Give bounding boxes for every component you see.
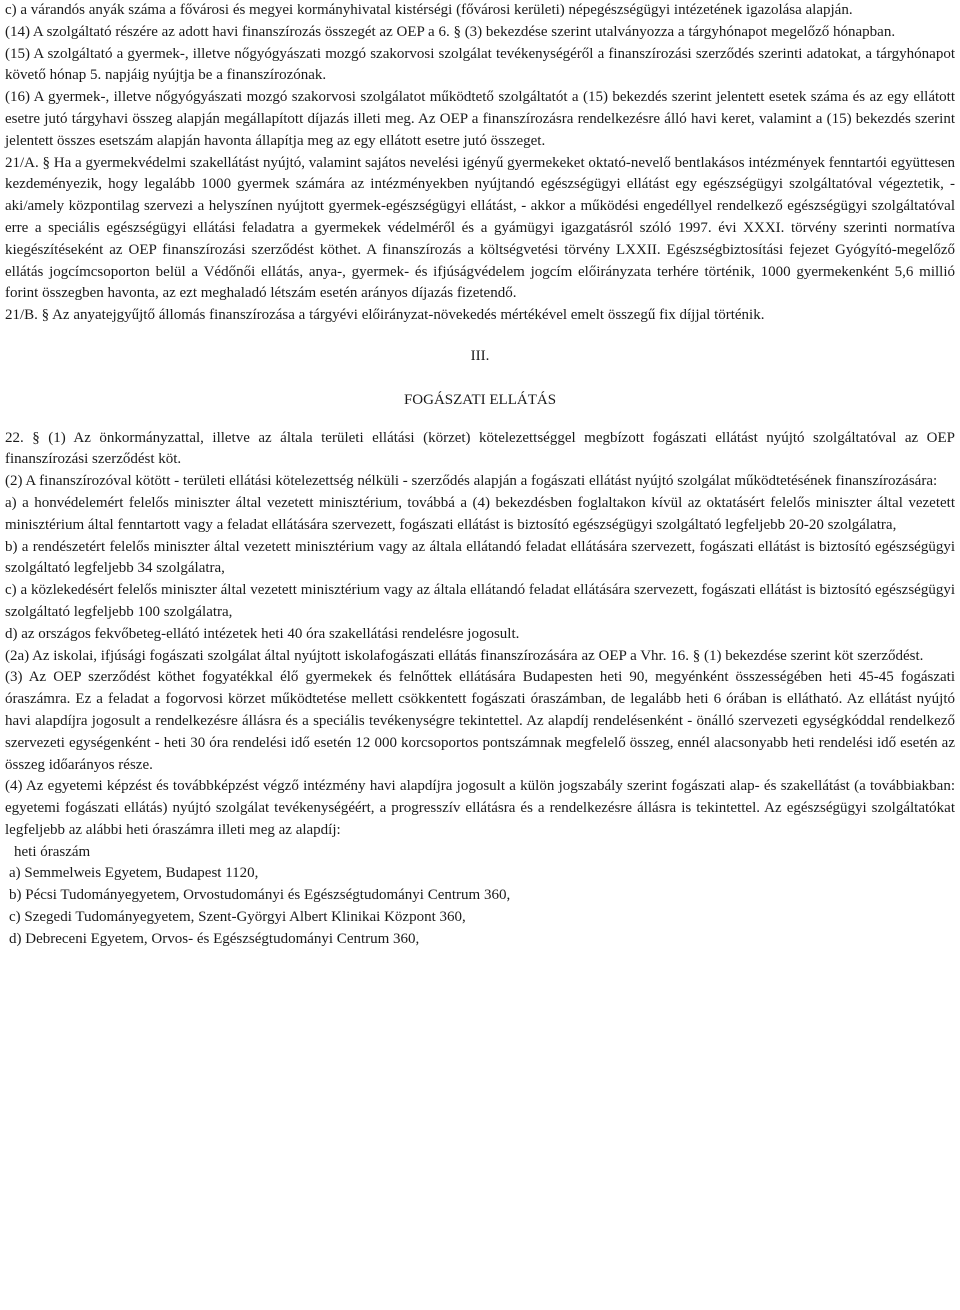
paragraph-14: (14) A szolgáltató részére az adott havi finanszírozás összegét az OEP a 6. § (3) bekezdése szerint utalványozza a tárgyhónapot megelőző hónapban. <box>5 23 896 40</box>
paragraph-22-2-b: b) a rendészetért felelős miniszter által vezetett minisztérium vagy az általa ellátandó feladat ellátására szervezett, fogászati ellátást is biztosító egészségügyi szolgáltató legfeljebb 34 szolgálatra, <box>5 538 955 577</box>
paragraph-22-2: (2) A finanszírozóval kötött - területi ellátási kötelezettség nélküli - szerződés alapján a fogászati ellátást nyújtó szolgálat működtetésének finanszírozására: <box>5 473 938 490</box>
paragraph-22-2-d: d) az országos fekvőbeteg-ellátó intézetek heti 40 óra szakellátási rendelésre jogosult. <box>5 625 520 642</box>
paragraph-22-2-c: c) a közlekedésért felelős miniszter által vezetett minisztérium vagy az általa ellátandó feladat ellátására szervezett, fogászati ellátást is biztosító egészségügyi szolgáltató legfeljebb 100 szolgálatra, <box>5 582 955 620</box>
paragraph-16: (16) A gyermek-, illetve nőgyógyászati mozgó szakorvosi szolgálatot működtető szolgáltatót a (15) bekezdés szerint jelentett esetek száma és az egy ellátott esetre jutó tárgyhavi összeg alapján megállapított díjazás illeti meg. Az OEP a finanszírozásra rendelkezésre álló havi keret, valamint a (15) bekezdés szerint jelentett összes esetszám alapján havonta állapítja meg az egy ellátott esetre jutó összeget. <box>5 89 955 149</box>
list-header: heti óraszám <box>14 843 91 860</box>
paragraph-15: (15) A szolgáltató a gyermek-, illetve nőgyógyászati mozgó szakorvosi szolgálat tevékenységéről a finanszírozási szerződés szerinti adatokat, a tárgyhónapot követő hónap 5. napjáig nyújtja be a finanszírozónak. <box>5 45 955 84</box>
list-item-a: a) Semmelweis Egyetem, Budapest 1120, <box>9 865 259 882</box>
paragraph-22-1: 22. § (1) Az önkormányzattal, illetve az általa területi ellátási (körzet) kötelezettséggel megbízott fogászati ellátást nyújtó szolgáltatóval az OEP finanszírozási szerződést köt. <box>5 429 955 468</box>
paragraph-22-2a: (2a) Az iskolai, ifjúsági fogászati szolgálat által nyújtott iskolafogászati ellátás finanszírozására az OEP a Vhr. 16. § (1) bekezdése szerint köt szerződést. <box>5 647 924 664</box>
paragraph-21a: 21/A. § Ha a gyermekvédelmi szakellátást nyújtó, valamint sajátos nevelési igényű gyermekeket oktató-nevelő bentlakásos intézmények fenntartói együttesen kezdeményezik, hogy legalább 1000 gyermek számára az intézményekben nyújtandó egészségügyi ellátást egy egészségügyi szolgáltatóval végeztetik, - aki/amely központilag szervezi a helyszínen nyújtott gyermek-egészségügyi ellátást, - akkor a működési engedéllyel rendelkező egészségügyi szolgáltatóval erre a speciális egészségügyi ellátási feladatra a gyermekek védelméről és a gyámügyi igazgatásról szóló 1997. évi XXXI. törvény szerinti normatíva kiegészítéseként az OEP finanszírozási szerződést köthet. A finanszírozás a költségvetési törvény LXXII. Egészségbiztosítási fejezet Gyógyító-megelőző ellátás jogcímcsoporton belül a Védőnői ellátás, anya-, gyermek- és ifjúságvédelem jogcím előirányzata terhére történik, 1000 gyermekenként 5,6 millió forint összegben havonta, az ezt meghaladó létszám esetén arányos díjazás fizetendő. <box>5 154 955 302</box>
paragraph-22-3: (3) Az OEP szerződést köthet fogyatékkal élő gyermekek és felnőttek ellátására Budapesten heti 90, megyénként összességében heti 45-45 fogászati óraszámra. Ez a feladat a fogorvosi körzet működtetése mellett csökkentett fogászati óraszámban, de legalább heti 6 órában is ellátható. Az ellátást nyújtó havi alapdíjra jogosult a rendelkezésre állásra és a speciális tevékenységre tekintettel. Az alapdíj rendelésenként - önálló szervezeti egységkóddal rendelkező szervezeti egységenként - heti 30 óra rendelési idő esetén 12 000 korcsoportos pontszámnak megfelelő összeg, ennél alacsonyabb heti rendelési idő esetén az összeg időarányos része. <box>5 669 955 773</box>
section-title: FOGÁSZATI ELLÁTÁS <box>403 391 557 408</box>
paragraph-22-2-a: a) a honvédelemért felelős miniszter által vezetett minisztérium, továbbá a (4) bekezdésben foglaltakon kívül az oktatásért felelős miniszter által vezetett minisztérium által fenntartott vagy a feladat ellátására szervezett, fogászati ellátást is biztosító egészségügyi szolgáltató legfeljebb 20-20 szolgálatra, <box>5 494 955 533</box>
section-number: III. <box>470 347 490 364</box>
list-item-d: d) Debreceni Egyetem, Orvos- és Egészségtudományi Centrum 360, <box>9 930 420 947</box>
paragraph-c-varandos: c) a várandós anyák száma a fővárosi és megyei kormányhivatal kistérségi (fővárosi kerületi) népegészségügyi intézetének igazolása alapján. <box>5 2 853 18</box>
list-item-c: c) Szegedi Tudományegyetem, Szent-Györgyi Albert Klinikai Központ 360, <box>9 909 466 926</box>
list-item-b: b) Pécsi Tudományegyetem, Orvostudományi és Egészségtudományi Centrum 360, <box>9 887 511 904</box>
paragraph-21b: 21/B. § Az anyatejgyűjtő állomás finanszírozása a tárgyévi előirányzat-növekedés mértékével emelt összegű fix díjjal történik. <box>5 307 765 324</box>
paragraph-22-4: (4) Az egyetemi képzést és továbbképzést végző intézmény havi alapdíjra jogosult a külön jogszabály szerint fogászati alap- és szakellátást (a továbbiakban: egyetemi fogászati ellátás) nyújtó szolgálat tevékenységéért, a progresszív ellátásra és a rendelkezésre állásra is tekintettel. Az egészségügyi szolgáltatókat legfeljebb az alábbi heti óraszámra illeti meg az alapdíj: <box>5 778 955 838</box>
